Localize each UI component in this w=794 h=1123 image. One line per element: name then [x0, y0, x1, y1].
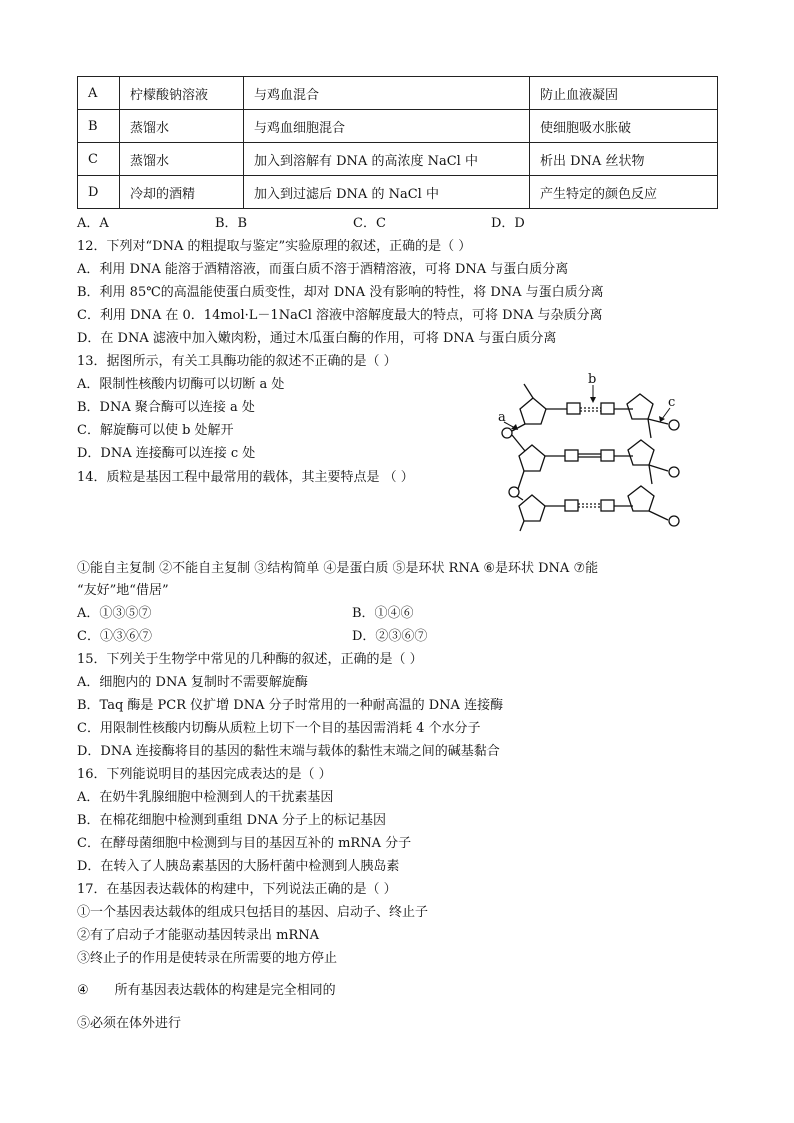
- q17-stem: 17．在基因表达载体的构建中，下列说法正确的是（ ）: [77, 882, 397, 897]
- q12-stem: 12．下列对“DNA 的粗提取与鉴定”实验原理的叙述，正确的是（ ）: [77, 239, 472, 254]
- table-cell: 使细胞吸水胀破: [530, 110, 718, 143]
- table-cell: 析出 DNA 丝状物: [530, 143, 718, 176]
- dna-row-2: [519, 440, 679, 477]
- q16-option-d[interactable]: D．在转入了人胰岛素基因的大肠杆菌中检测到人胰岛素: [77, 859, 400, 874]
- table-cell: 蒸馏水: [120, 110, 244, 143]
- table-row: [78, 143, 718, 176]
- q16-option-a[interactable]: A．在奶牛乳腺细胞中检测到人的干扰素基因: [77, 790, 334, 805]
- deoxyribose-pentagon-icon: [520, 398, 546, 424]
- q15-option-d[interactable]: D．DNA 连接酶将目的基因的黏性末端与载体的黏性末端之间的碱基黏合: [77, 744, 500, 759]
- deoxyribose-pentagon-icon: [627, 394, 653, 419]
- table-row: [78, 176, 718, 209]
- q17-item-3: ③终止子的作用是使转录在所需要的地方停止: [77, 951, 338, 966]
- table-cell: 防止血液凝固: [530, 77, 718, 110]
- table-row: [78, 110, 718, 143]
- deoxyribose-pentagon-icon: [519, 495, 545, 521]
- table-cell: D: [78, 176, 120, 209]
- table-cell: A: [78, 77, 120, 110]
- phosphate-circle: [509, 487, 519, 497]
- table-cell: 蒸馏水: [120, 143, 244, 176]
- phosphate-circle: [669, 420, 679, 430]
- q17-item-5: ⑤必须在体外进行: [77, 1016, 182, 1031]
- base-box: [567, 403, 580, 414]
- label-c: c: [668, 395, 676, 410]
- base-box: [565, 500, 578, 511]
- q15-option-b[interactable]: B．Taq 酶是 PCR 仪扩增 DNA 分子时常用的一种耐高温的 DNA 连接酶: [77, 698, 504, 713]
- q12-option-c[interactable]: C．利用 DNA 在 0．14mol·L－1NaCl 溶液中溶解度最大的特点，可将 DNA 与杂质分离: [77, 308, 603, 323]
- q17-item-4-text: 所有基因表达载体的构建是完全相同的: [114, 983, 336, 998]
- table-row: [78, 77, 718, 110]
- option-a[interactable]: A．A: [77, 216, 109, 231]
- base-box: [565, 450, 578, 461]
- option-b[interactable]: B．B: [215, 216, 248, 231]
- q15-option-a[interactable]: A．细胞内的 DNA 复制时不需要解旋酶: [77, 675, 308, 690]
- label-b: b: [588, 372, 597, 387]
- q14-option-c[interactable]: C．①③⑥⑦: [77, 629, 152, 644]
- table-cell: 柠檬酸钠溶液: [120, 77, 244, 110]
- dna-row-3: [519, 486, 679, 531]
- option-d[interactable]: D．D: [491, 216, 525, 231]
- table-cell: B: [78, 110, 120, 143]
- q17-item-4-number: ④: [77, 983, 89, 998]
- q17-item-1: ①一个基因表达载体的组成只包括目的基因、启动子、终止子: [77, 905, 429, 920]
- q12-option-a[interactable]: A．利用 DNA 能溶于酒精溶液，而蛋白质不溶于酒精溶液，可将 DNA 与蛋白质分离: [77, 262, 569, 277]
- q14-option-d[interactable]: D．②③⑥⑦: [352, 629, 428, 644]
- q15-stem: 15．下列关于生物学中常见的几种酶的叙述，正确的是（ ）: [77, 652, 423, 667]
- q14-option-b[interactable]: B．①④⑥: [352, 606, 414, 621]
- table-cell: 加入到过滤后 DNA 的 NaCl 中: [244, 176, 530, 209]
- q16-stem: 16．下列能说明目的基因完成表达的是（ ）: [77, 767, 332, 782]
- table-cell: C: [78, 143, 120, 176]
- q17-item-2: ②有了启动子才能驱动基因转录出 mRNA: [77, 928, 320, 943]
- q13-option-a[interactable]: A．限制性核酸内切酶可以切断 a 处: [77, 377, 285, 392]
- label-a: a: [498, 410, 506, 425]
- base-box: [601, 500, 614, 511]
- q12-option-b[interactable]: B．利用 85℃的高温能使蛋白质变性，却对 DNA 没有影响的特性，将 DNA 与蛋白质分离: [77, 285, 604, 300]
- table-cell: 冷却的酒精: [120, 176, 244, 209]
- table-cell: 产生特定的颜色反应: [530, 176, 718, 209]
- q15-option-c[interactable]: C．用限制性核酸内切酶从质粒上切下一个目的基因需消耗 4 个水分子: [77, 721, 481, 736]
- q16-option-b[interactable]: B．在棉花细胞中检测到重组 DNA 分子上的标记基因: [77, 813, 387, 828]
- q17-item-4: [77, 979, 336, 998]
- base-box: [601, 450, 614, 461]
- deoxyribose-pentagon-icon: [628, 486, 654, 511]
- deoxyribose-pentagon-icon: [628, 440, 654, 465]
- q14-option-a[interactable]: A．①③⑤⑦: [77, 606, 152, 621]
- q11-table: [77, 76, 718, 209]
- phosphate-circle: [502, 428, 512, 438]
- q11-options: [77, 212, 629, 231]
- table-cell: 与鸡血细胞混合: [244, 110, 530, 143]
- q13-stem: 13．据图所示，有关工具酶功能的叙述不正确的是（ ）: [77, 354, 397, 369]
- base-box: [601, 403, 614, 414]
- q13-option-d[interactable]: D．DNA 连接酶可以连接 c 处: [77, 446, 256, 461]
- table-cell: 与鸡血混合: [244, 77, 530, 110]
- phosphate-circle: [669, 467, 679, 477]
- q14-features-cont: “友好”地“借居”: [77, 583, 169, 598]
- q13-option-b[interactable]: B．DNA 聚合酶可以连接 a 处: [77, 400, 255, 415]
- phosphate-circle: [669, 516, 679, 526]
- q16-option-c[interactable]: C．在酵母菌细胞中检测到与目的基因互补的 mRNA 分子: [77, 836, 412, 851]
- table-cell: 加入到溶解有 DNA 的高浓度 NaCl 中: [244, 143, 530, 176]
- q14-stem: 14．质粒是基因工程中最常用的载体，其主要特点是 （ ）: [77, 470, 414, 485]
- dna-row-1: [502, 384, 679, 438]
- q12-option-d[interactable]: D．在 DNA 滤液中加入嫩肉粉，通过木瓜蛋白酶的作用，可将 DNA 与蛋白质分离: [77, 331, 557, 346]
- option-c[interactable]: C．C: [353, 216, 386, 231]
- dna-structure-figure: [490, 368, 690, 538]
- q13-option-c[interactable]: C．解旋酶可以使 b 处解开: [77, 423, 234, 438]
- q14-features: ①能自主复制 ②不能自主复制 ③结构简单 ④是蛋白质 ⑤是环状 RNA ⑥是环状 DNA ⑦能: [77, 561, 599, 576]
